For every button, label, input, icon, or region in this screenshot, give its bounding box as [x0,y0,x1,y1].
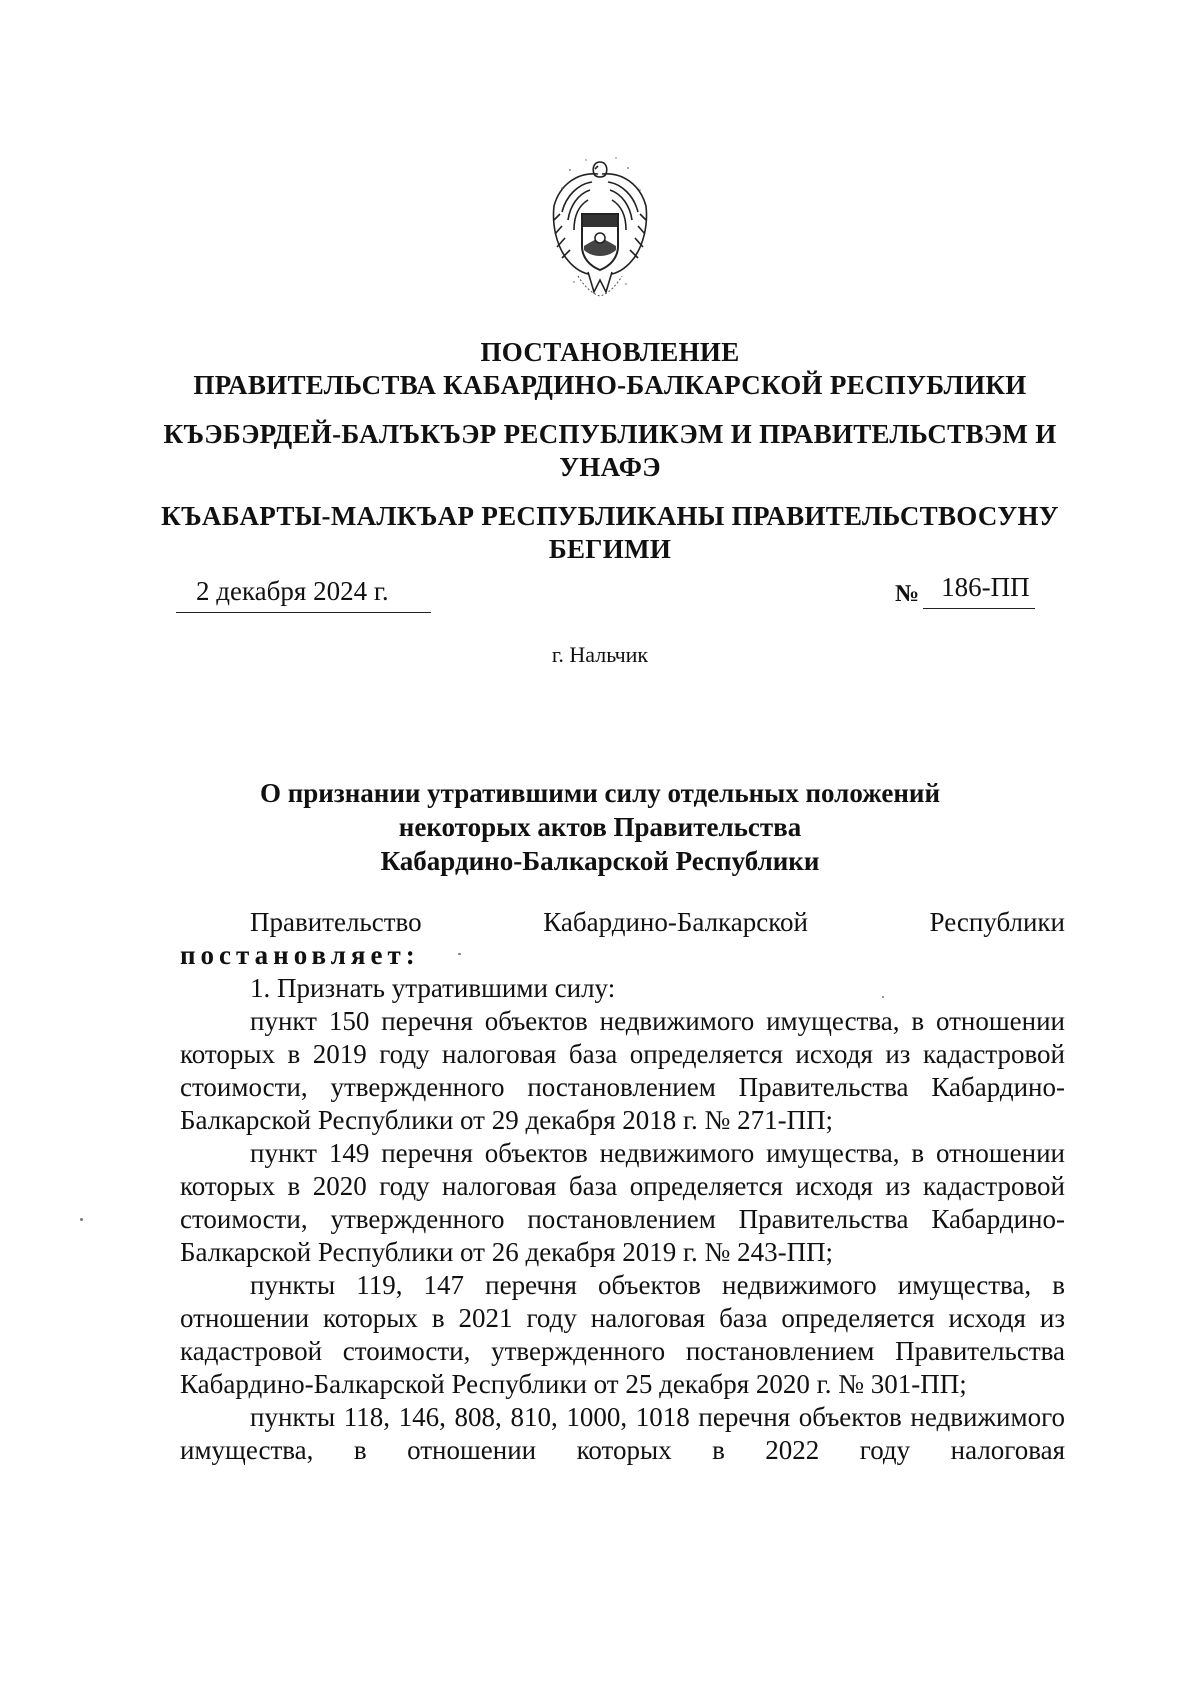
coat-of-arms-icon [548,154,652,300]
scan-speck [458,953,461,955]
resolution-date: 2 декабря 2024 г. [176,576,431,613]
point-paragraph: пункты 119, 147 перечня объектов недвижимого имущества, в отношении которых в 2021 году налоговая база определяется исходя из кадастровой стоимости, утвержденного постановлением Правительства Кабардино-Балкарской Республики от 25 декабря 2020 г. № 301-ПП; [180,1270,1065,1399]
scan-speck [882,996,884,998]
resolves-paragraph [180,939,1065,972]
resolves-word: постановляет: [180,940,420,970]
title-line-3: Кабардино-Балкарской Республики [380,846,820,876]
header-kabardian-line-2: УНАФЭ [559,452,661,482]
document-body [180,906,1065,1467]
city-name: г. Нальчик [551,642,649,667]
header-title-line: ПОСТАНОВЛЕНИЕ [480,337,740,367]
document-title [200,776,1000,878]
resolution-header-balkar [160,500,1060,566]
header-kabardian-line-1: КЪЭБЭРДЕЙ-БАЛЪКЪЭР РЕСПУБЛИКЭМ И ПРАВИТЕЛЬСТВЭМ И [163,419,1057,449]
preamble-text: Правительство Кабардино-Балкарской Республики [250,907,1065,937]
resolution-header-russian [160,336,1060,402]
resolution-header-kabardian [160,418,1060,484]
header-balkar-line-1: КЪАБАРТЫ-МАЛКЪАР РЕСПУБЛИКАНЫ ПРАВИТЕЛЬСТВОСУНУ [161,501,1059,531]
preamble-paragraph [180,906,1065,939]
title-line-2: некоторых актов Правительства [398,812,802,842]
point-paragraph: пункт 150 перечня объектов недвижимого имущества, в отношении которых в 2019 году налоговая база определяется исходя из кадастровой стоимости, утвержденного постановлением Правительства Кабардино-Балкарской Республики от 29 декабря 2018 г. № 271-ПП; [180,1006,1065,1135]
scan-speck [80,1218,83,1221]
resolution-number [895,572,1065,609]
point-paragraph: пункты 118, 146, 808, 810, 1000, 1018 перечня объектов недвижимого имущества, в отношении которых в 2022 году налоговая [180,1402,1065,1465]
header-government-line: ПРАВИТЕЛЬСТВА КАБАРДИНО-БАЛКАРСКОЙ РЕСПУБЛИКИ [193,370,1027,400]
title-line-1: О признании утратившими силу отдельных положений [259,778,941,808]
header-balkar-line-2: БЕГИМИ [548,534,672,564]
number-sign: № [895,581,920,607]
resolution-number-value: 186-ПП [923,572,1035,609]
point-paragraph: пункт 149 перечня объектов недвижимого имущества, в отношении которых в 2020 году налоговая база определяется исходя из кадастровой стоимости, утвержденного постановлением Правительства Кабардино-Балкарской Республики от 26 декабря 2019 г. № 243-ПП; [180,1138,1065,1267]
item-1-paragraph: 1. Признать утратившими силу: [250,973,616,1003]
